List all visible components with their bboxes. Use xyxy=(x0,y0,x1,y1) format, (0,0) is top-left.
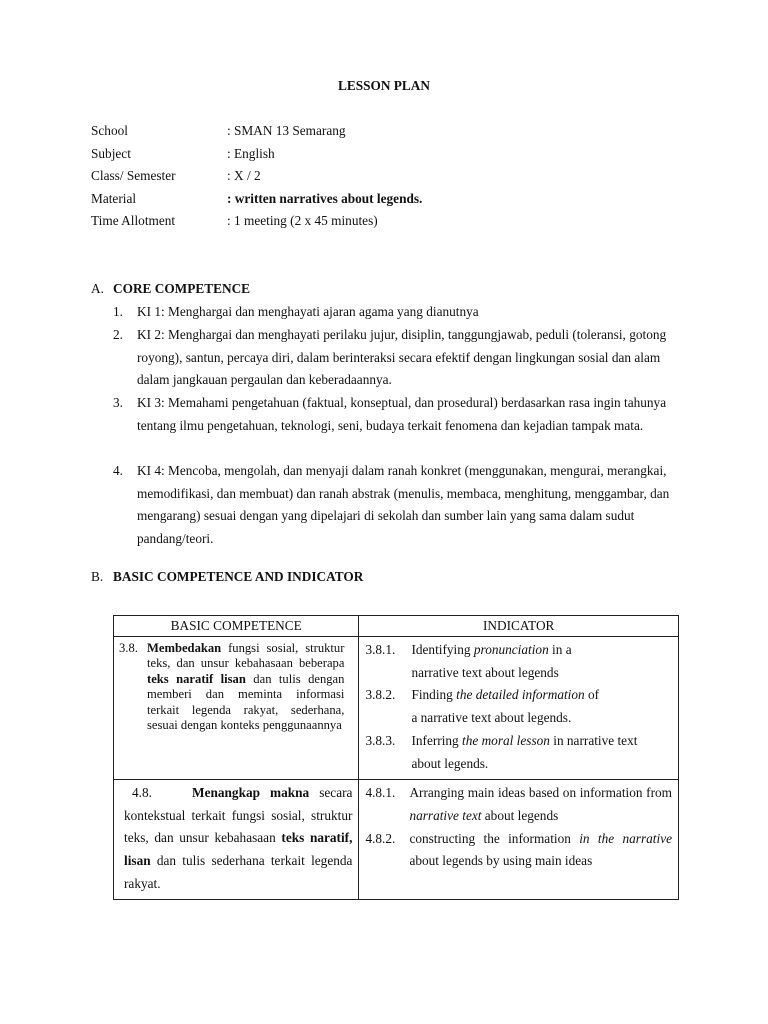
indicator-cell xyxy=(359,637,679,780)
section-a-heading xyxy=(91,281,250,297)
competence-table xyxy=(113,615,679,900)
kd-plain-text: fungsi sosial, struktur teks, dan unsur kebahasaan beberapa xyxy=(147,641,345,671)
kd-text xyxy=(147,641,344,733)
indicator-number: 3.8.2. xyxy=(365,687,396,703)
info-label: Time Allotment xyxy=(91,213,176,228)
kd-text xyxy=(124,782,352,895)
info-value: : written narratives about legends. xyxy=(227,191,423,206)
ki-text: KI 3: Memahami pengetahuan (faktual, konseptual, dan prosedural) berdasarkan rasa ingin tahunya tentang ilmu pengetahuan, teknologi, seni, budaya terkait fenomena dan kejadian tampak mata. xyxy=(137,395,667,433)
ki-number: 1. xyxy=(113,304,123,319)
section-title: CORE COMPETENCE xyxy=(113,281,251,296)
ki-item-2 xyxy=(113,324,673,392)
indicator-text: Identifying xyxy=(411,642,474,657)
section-title: BASIC COMPETENCE AND INDICATOR xyxy=(113,569,364,584)
indicator-number: 4.8.1. xyxy=(365,785,396,801)
kd-bold-text: teks naratif lisan xyxy=(147,671,246,686)
info-value: : English xyxy=(227,146,275,161)
info-label: Material xyxy=(91,191,137,206)
indicator-item xyxy=(365,730,672,775)
basic-competence-cell xyxy=(114,637,359,780)
kd-bold-text: Membedakan xyxy=(147,641,222,655)
kd-bold-text: teks naratif, lisan xyxy=(124,830,353,868)
indicator-number: 3.8.3. xyxy=(365,732,396,748)
indicator-text: about legends xyxy=(481,807,559,823)
ki-item-1 xyxy=(113,301,673,324)
info-label: School xyxy=(91,123,128,138)
kd-number: 4.8. xyxy=(132,785,152,801)
column-header-basic-competence: BASIC COMPETENCE xyxy=(114,616,359,637)
basic-competence-cell xyxy=(114,780,359,900)
indicator-emphasis: narrative text xyxy=(409,807,482,823)
ki-number: 4. xyxy=(113,463,123,478)
indicator-item xyxy=(365,828,672,873)
section-b-heading xyxy=(91,569,363,585)
table-header-row xyxy=(114,616,679,637)
ki-text: KI 2: Menghargai dan menghayati perilaku jujur, disiplin, tanggungjawab, peduli (toleransi, gotong royong), santun, percaya diri, dalam berinteraksi secara efektif dengan lingkungan sosial dan alam dalam jangkauan pergaulan dan keberadaannya. xyxy=(137,327,667,388)
indicator-item xyxy=(365,782,672,827)
indicator-text: in a narrative text about legends xyxy=(411,642,572,680)
kd-bold-text: Menangkap makna xyxy=(192,785,310,801)
ki-text: KI 4: Mencoba, mengolah, dan menyaji dalam ranah konkret (menggunakan, mengurai, merangkai, memodifikasi, dan membuat) dan ranah abstrak (menulis, membaca, menghitung, menggambar, dan mengarang) sesuai dengan yang dipelajari di sekolah dan sumber lain yang sama dalam sudut pandang/teori. xyxy=(137,463,670,546)
indicator-text: Arranging main ideas based on information from xyxy=(409,785,672,801)
indicator-item xyxy=(365,684,672,729)
info-value: : 1 meeting (2 x 45 minutes) xyxy=(227,213,378,228)
indicator-emphasis: in the narrative xyxy=(579,830,672,846)
section-letter: B. xyxy=(91,569,104,584)
kd-plain-text: dan tulis sederhana terkait legenda rakyat. xyxy=(124,853,353,891)
indicator-text: in narrative text about legends. xyxy=(411,732,638,771)
page-title: LESSON PLAN xyxy=(338,78,430,93)
ki-text: KI 1: Menghargai dan menghayati ajaran agama yang dianutnya xyxy=(137,304,479,319)
column-header-indicator: INDICATOR xyxy=(359,616,679,637)
indicator-text: about legends by using main ideas xyxy=(409,853,593,869)
indicator-number: 4.8.2. xyxy=(365,830,396,846)
indicator-text: Inferring xyxy=(411,732,463,748)
table-row xyxy=(114,780,679,900)
indicator-cell xyxy=(359,780,679,900)
indicator-emphasis: pronunciation xyxy=(473,642,549,657)
indicator-item xyxy=(365,639,672,684)
info-label: Subject xyxy=(91,146,131,161)
info-value: : X / 2 xyxy=(227,168,261,183)
indicator-text: of a narrative text about legends. xyxy=(411,687,600,726)
info-label: Class/ Semester xyxy=(91,168,176,183)
ki-item-4 xyxy=(113,460,673,550)
indicator-text: constructing the information xyxy=(409,830,580,846)
kd-number: 3.8. xyxy=(119,641,138,655)
indicator-text: Finding xyxy=(411,687,457,703)
section-letter: A. xyxy=(91,281,104,296)
kd-plain-text: dan tulis dengan memberi dan meminta informasi terkait legenda rakyat, sederhana, sesuai dengan konteks penggunaannya xyxy=(147,671,345,733)
kd-plain-text: secara kontekstual terkait fungsi sosial, struktur teks, dan unsur kebahasaan xyxy=(124,785,353,846)
table-row xyxy=(114,637,679,780)
ki-item-3 xyxy=(113,392,673,437)
indicator-number: 3.8.1. xyxy=(365,642,396,657)
info-value: : SMAN 13 Semarang xyxy=(227,123,346,138)
ki-number: 2. xyxy=(113,327,123,342)
ki-number: 3. xyxy=(113,395,123,410)
indicator-emphasis: the detailed information xyxy=(456,687,585,703)
indicator-emphasis: the moral lesson xyxy=(462,732,550,748)
